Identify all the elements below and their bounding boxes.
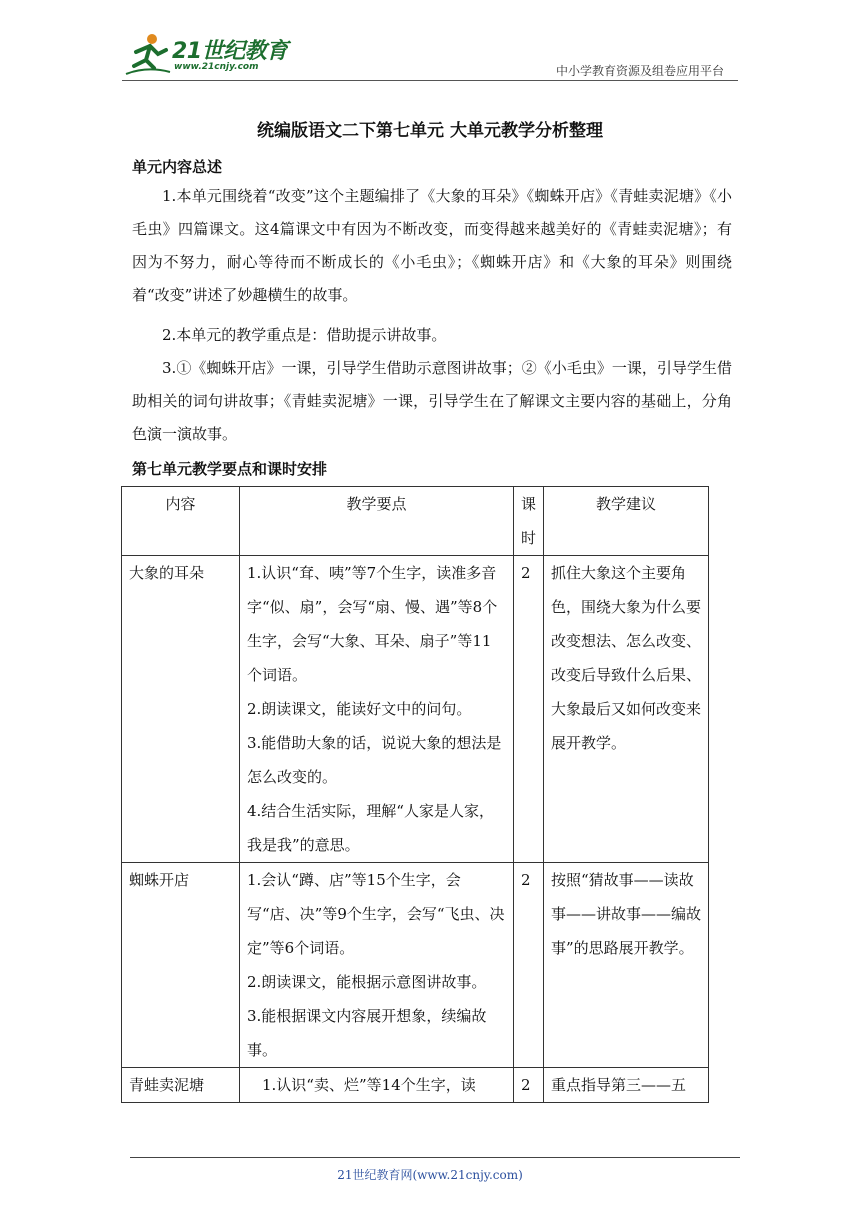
row-hours: 2 <box>514 556 544 863</box>
document-title: 统编版语文二下第七单元 大单元教学分析整理 <box>257 121 603 141</box>
section-heading-schedule: 第七单元教学要点和课时安排 <box>132 460 328 478</box>
table-row <box>122 556 709 863</box>
table-header-row <box>122 487 709 556</box>
header-content: 内容 <box>122 487 240 556</box>
overview-paragraph-2: 2.本单元的教学重点是：借助提示讲故事。 <box>162 326 447 344</box>
logo-text: 21世纪教育 <box>172 39 288 64</box>
row-content: 大象的耳朵 <box>122 556 240 863</box>
point-item: 3.能根据课文内容展开想象，续编故事。 <box>247 1007 487 1059</box>
header-advice: 教学建议 <box>544 487 709 556</box>
footer-link[interactable]: 21世纪教育网(www.21cnjy.com) <box>337 1168 523 1182</box>
row-hours: 2 <box>514 863 544 1068</box>
row-advice: 抓住大象这个主要角色，围绕大象为什么要改变想法、怎么改变、改变后导致什么后果、大象最后又如何改变来展开教学。 <box>544 556 709 863</box>
row-hours: 2 <box>514 1068 544 1103</box>
row-points <box>240 863 514 1068</box>
row-points <box>240 1068 514 1103</box>
table-row <box>122 1068 709 1103</box>
row-points <box>240 556 514 863</box>
overview-paragraph-1: 1.本单元围绕着“改变”这个主题编排了《大象的耳朵》《蜘蛛开店》《青蛙卖泥塘》《小毛虫》四篇课文。这4篇课文中有因为不断改变，而变得越来越美好的《青蛙卖泥塘》；有因为不努力，耐心等待而不断成长的《小毛虫》；《蜘蛛开店》和《大象的耳朵》则围绕着“改变”讲述了妙趣横生的故事。 <box>132 187 732 304</box>
footer-divider <box>130 1157 740 1158</box>
row-advice: 按照“猜故事——读故事——讲故事——编故事”的思路展开教学。 <box>544 863 709 1068</box>
site-logo <box>122 30 292 78</box>
runner-logo-icon <box>122 30 172 78</box>
section-heading-overview: 单元内容总述 <box>132 158 223 176</box>
point-item: 3.能借助大象的话，说说大象的想法是怎么改变的。 <box>247 734 502 786</box>
header-slogan: 中小学教育资源及组卷应用平台 <box>555 64 724 78</box>
point-item: 1.认识“耷、咦”等7个生字，读准多音字“似、扇”，会写“扇、慢、遇”等8个生字，会写“大象、耳朵、扇子”等11个词语。 <box>247 564 498 684</box>
row-content: 青蛙卖泥塘 <box>122 1068 240 1103</box>
header-divider <box>122 80 738 81</box>
point-item: 2.朗读课文，能读好文中的问句。 <box>247 700 472 718</box>
header-hours: 课时 <box>514 487 544 556</box>
row-advice: 重点指导第三——五 <box>544 1068 709 1103</box>
table-row <box>122 863 709 1068</box>
point-item: 1.会认“蹲、店”等15个生字，会写“店、决”等9个生字，会写“飞虫、决定”等6个词语。 <box>247 871 505 957</box>
teaching-plan-table <box>121 486 709 1103</box>
point-item: 2.朗读课文，能根据示意图讲故事。 <box>247 973 487 991</box>
point-item: 4.结合生活实际，理解“人家是人家，我是我”的意思。 <box>247 802 494 854</box>
logo-url: www.21cnjy.com <box>174 62 259 72</box>
page-header <box>122 30 738 80</box>
header-points: 教学要点 <box>240 487 514 556</box>
row-content: 蜘蛛开店 <box>122 863 240 1068</box>
point-item: 1.认识“卖、烂”等14个生字，读 <box>247 1076 476 1094</box>
overview-paragraph-3: 3.①《蜘蛛开店》一课，引导学生借助示意图讲故事；②《小毛虫》一课，引导学生借助相关的词句讲故事；《青蛙卖泥塘》一课，引导学生在了解课文主要内容的基础上，分角色演一演故事。 <box>132 359 732 443</box>
